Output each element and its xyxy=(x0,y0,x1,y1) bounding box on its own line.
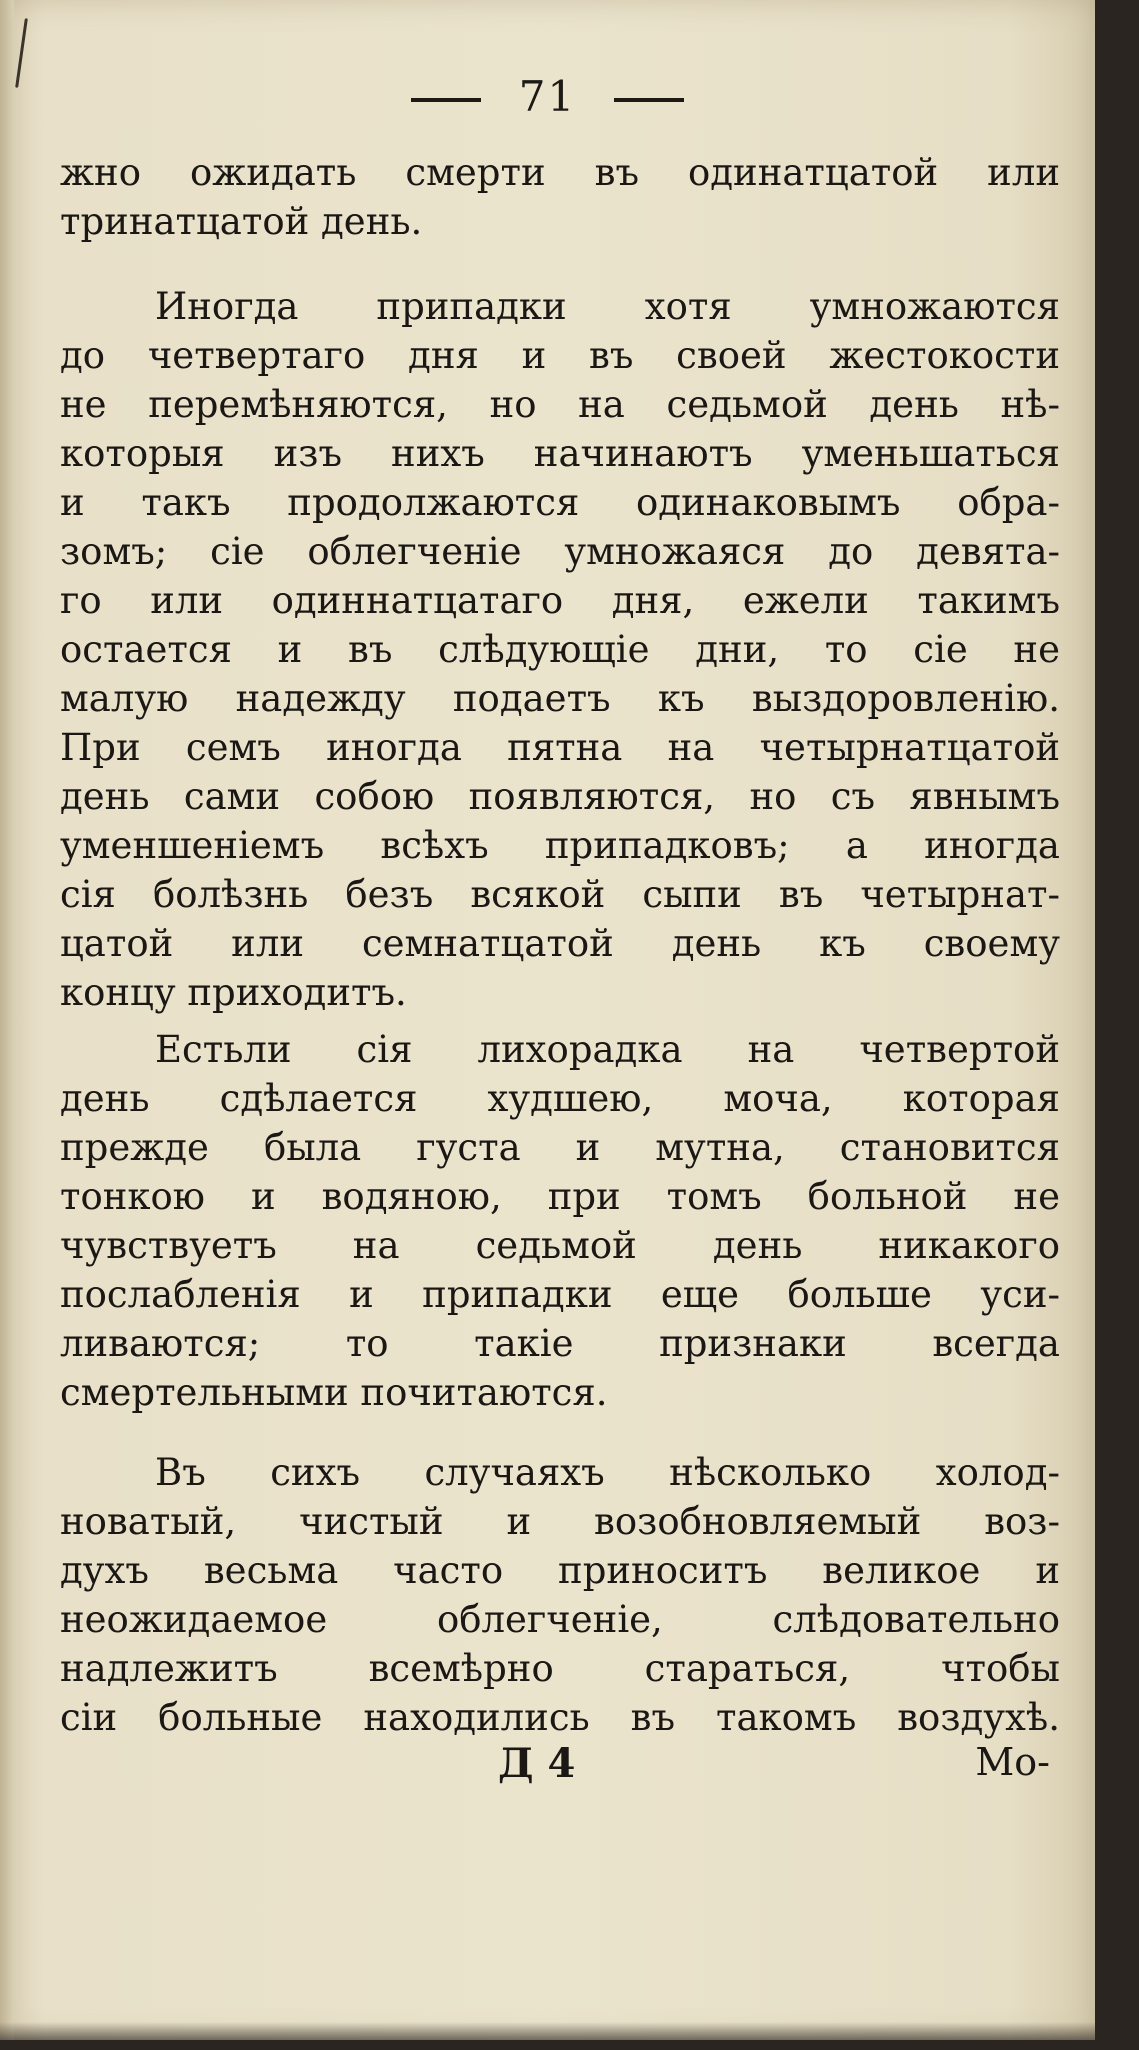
text-line: тринатцатой день. xyxy=(60,200,423,243)
text-line: уменшеніемъ всѣхъ припадковъ; а иногда xyxy=(60,824,1060,867)
page-bottom-shadow xyxy=(0,2022,1095,2040)
text-line: сія болѣзнь безъ всякой сыпи въ четырнат- xyxy=(60,873,1060,916)
page-header xyxy=(0,72,1095,121)
text-line: и такъ продолжаются одинаковымъ обра- xyxy=(60,481,1060,524)
text-line: сіи больные находились въ такомъ воздухѣ. xyxy=(60,1696,1060,1739)
text-line: жно ожидать смерти въ одинатцатой или xyxy=(60,151,1060,194)
text-line: новатый, чистый и возобновляемый воз- xyxy=(60,1500,1060,1543)
text-line: которыя изъ нихъ начинаютъ уменьшаться xyxy=(60,432,1060,475)
signature-mark: Д 4 xyxy=(498,1740,576,1787)
text-line: надлежитъ всемѣрно стараться, чтобы xyxy=(60,1647,1060,1690)
text-line: остается и въ слѣдующіе дни, то сіе не xyxy=(60,628,1060,671)
text-line: тонкою и водяною, при томъ больной не xyxy=(60,1175,1060,1218)
text-line: концу приходитъ. xyxy=(60,971,407,1014)
text-line: ливаются; то такіе признаки всегда xyxy=(60,1322,1060,1365)
text-line: послабленія и припадки еще больше уси- xyxy=(60,1273,1060,1316)
catchword: Мо- xyxy=(975,1740,1050,1784)
page-binding-edge xyxy=(0,0,14,2040)
text-line: Иногда припадки хотя умножаются xyxy=(155,285,1060,328)
header-dash-right xyxy=(614,98,684,102)
text-line: духъ весьма часто приноситъ великое и xyxy=(60,1549,1060,1592)
paragraph-4 xyxy=(60,1448,1060,1742)
text-line: прежде была густа и мутна, становится xyxy=(60,1126,1060,1169)
text-line: не перемѣняются, но на седьмой день нѣ- xyxy=(60,383,1060,426)
text-line: Естьли сія лихорадка на четвертой xyxy=(155,1028,1060,1071)
text-line: день сами собою появляются, но съ явнымъ xyxy=(60,775,1060,818)
text-line: зомъ; сіе облегченіе умножаяся до девята- xyxy=(60,530,1060,573)
paragraph-1 xyxy=(60,148,1060,246)
text-line: малую надежду подаетъ къ выздоровленію. xyxy=(60,677,1060,720)
text-line: день сдѣлается худшею, моча, которая xyxy=(60,1077,1060,1120)
page-number: 71 xyxy=(518,72,577,121)
text-line: цатой или семнатцатой день къ своему xyxy=(60,922,1060,965)
paragraph-2 xyxy=(60,282,1060,1017)
text-line: до четвертаго дня и въ своей жестокости xyxy=(60,334,1060,377)
text-line: неожидаемое облегченіе, слѣдовательно xyxy=(60,1598,1060,1641)
text-line: При семъ иногда пятна на четырнатцатой xyxy=(60,726,1060,769)
text-line: го или одиннатцатаго дня, ежели такимъ xyxy=(60,579,1060,622)
paragraph-3 xyxy=(60,1025,1060,1417)
text-line: чувствуетъ на седьмой день никакого xyxy=(60,1224,1060,1267)
header-dash-left xyxy=(411,98,481,102)
text-line: смертельными почитаются. xyxy=(60,1371,608,1414)
text-line: Въ сихъ случаяхъ нѣсколько холод- xyxy=(155,1451,1060,1494)
